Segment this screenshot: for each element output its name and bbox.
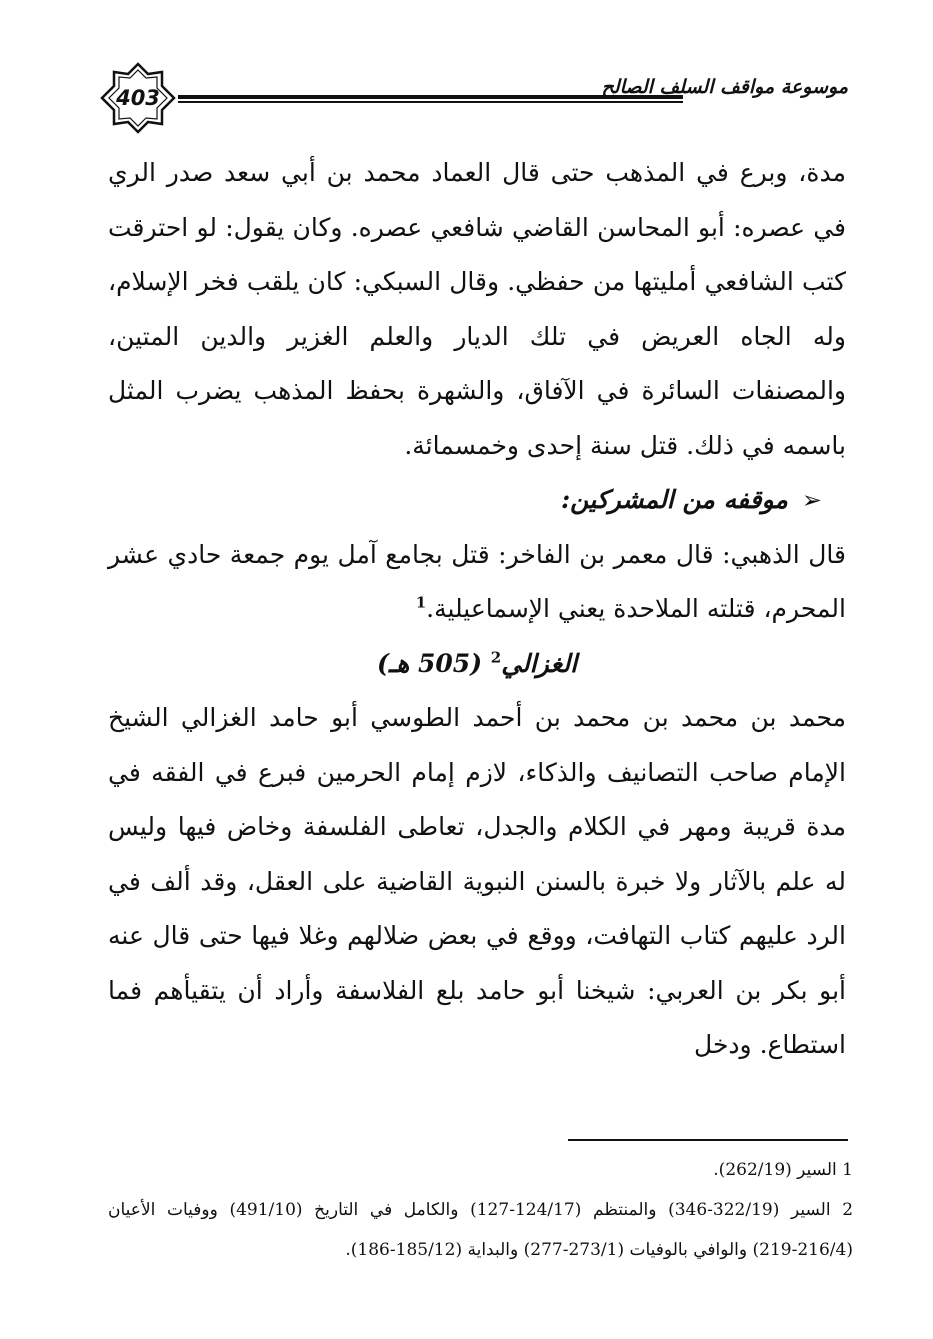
page-body xyxy=(108,146,846,1073)
section-title xyxy=(108,637,846,692)
footnote-1: 1 السير (262/19). xyxy=(713,1160,853,1180)
page-number: 403 xyxy=(116,86,160,110)
paragraph-killing-text: قال الذهبي: قال معمر بن الفاخر: قتل بجامع آمل يوم جمعة حادي عشر المحرم، قتلته الملاحدة يعني الإسماعيلية. xyxy=(108,539,846,623)
paragraph-biography: محمد بن محمد بن محمد بن أحمد الطوسي أبو حامد الغزالي الشيخ الإمام صاحب التصانيف والذكاء، لازم إمام الحرمين فبرع في الفقه في مدة قريبة ومهر في الكلام والجدل، تعاطى الفلسفة وخاض فيها وليس له علم بالآثار ولا خبرة بالسنن النبوية القاضية على العقل، وقد ألف في الرد عليهم كتاب التهافت، ووقع في بعض ضلالهم وغلا فيها حتى قال عنه أبو بكر بن العربي: شيخنا أبو حامد بلع الفلاسفة وأراد أن يتقيأهم فما استطاع. ودخل xyxy=(108,703,846,1059)
page-header xyxy=(100,62,848,134)
paragraph-intro: مدة، وبرع في المذهب حتى قال العماد محمد بن أبي سعد صدر الري في عصره: أبو المحاسن القاضي شافعي عصره. وكان يقول: لو احترقت كتب الشافعي أمليتها من حفظي. وقال السبكي: كان يلقب فخر الإسلام، وله الجاه العريض في تلك الديار والعلم الغزير والدين المتين، والمصنفات السائرة في الآفاق، والشهرة بحفظ المذهب يضرب المثل باسمه في ذلك. قتل سنة إحدى وخمسمائة. xyxy=(108,158,846,460)
subheading: موقفه من المشركين: xyxy=(560,485,788,514)
arrow-bullet-icon: ➢ xyxy=(801,486,822,514)
footnote-2: 2 السير (322/19-346) والمنتظم (124/17-127) والكامل في التاريخ (491/10) ووفيات الأعيان (216/4-219) والوافي بالوفيات (273/1-277) والبداية (185/12-186). xyxy=(108,1200,854,1260)
subheading-row xyxy=(108,473,846,528)
section-date: (505 هـ) xyxy=(376,648,483,678)
footnote-divider xyxy=(568,1139,848,1141)
footnotes xyxy=(108,1150,853,1270)
section-name: الغزالي xyxy=(501,648,578,678)
footnote-ref-1[interactable]: 1 xyxy=(415,593,427,612)
paragraph-killing xyxy=(108,528,846,637)
book-title: موسوعة مواقف السلف الصالح xyxy=(601,76,848,98)
page-number-badge xyxy=(100,62,176,134)
footnote-ref-2[interactable]: 2 xyxy=(490,648,502,667)
